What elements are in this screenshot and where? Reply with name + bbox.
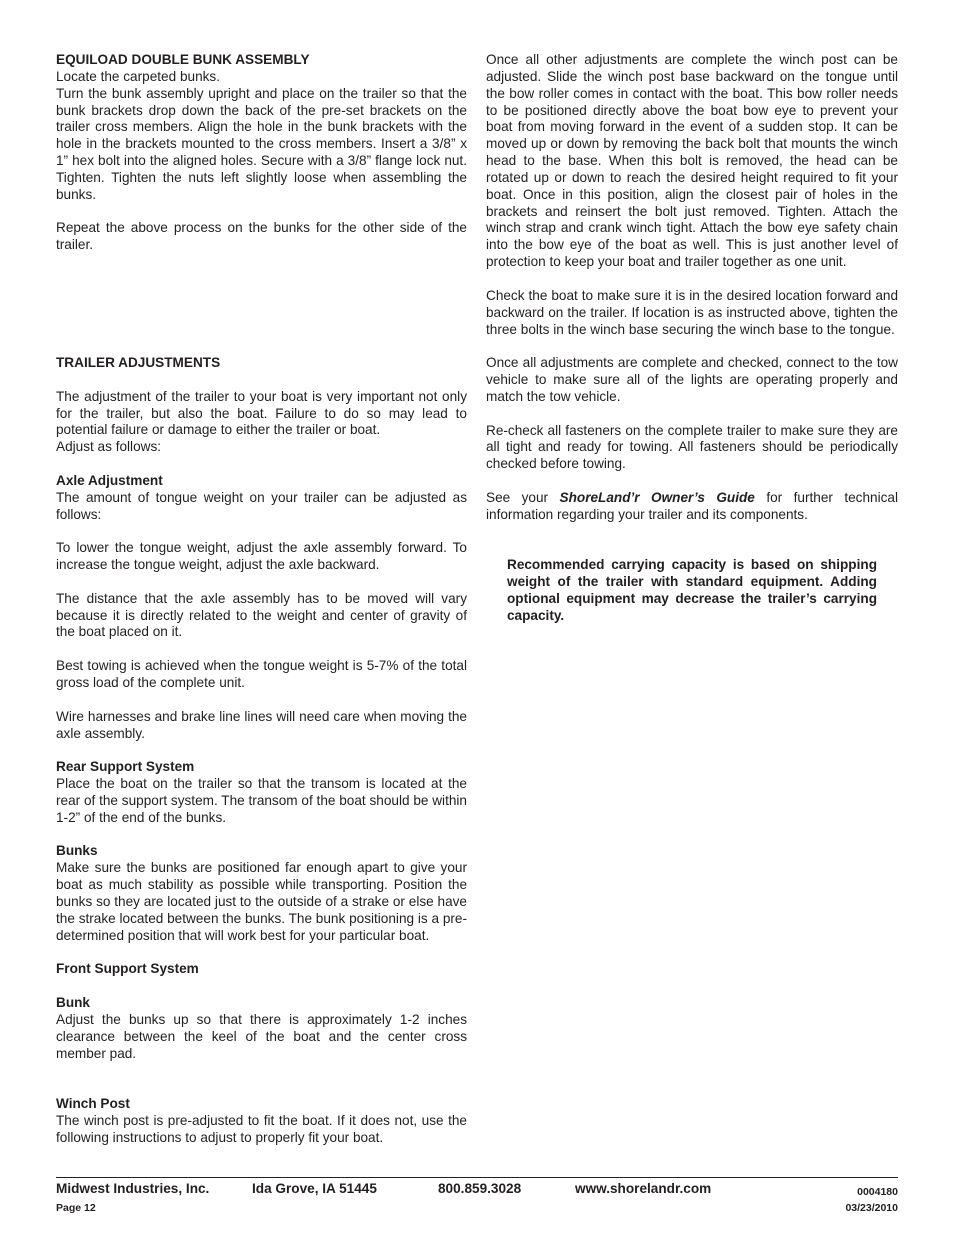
paragraph-text: See your bbox=[486, 489, 560, 505]
winch-post-heading: Winch Post bbox=[56, 1096, 130, 1112]
paragraph: Locate the carpeted bunks. bbox=[56, 68, 220, 84]
front-support-heading: Front Support System bbox=[56, 961, 199, 977]
paragraph: Wire harnesses and brake line lines will need care when moving the axle assembly. bbox=[56, 708, 467, 741]
right-column bbox=[486, 52, 898, 625]
axle-adjustment-heading: Axle Adjustment bbox=[56, 472, 163, 488]
paragraph: The distance that the axle assembly has to be moved will vary because it is directly related to the weight and center of gravity of the boat placed on it. bbox=[56, 590, 467, 640]
footer-company: Midwest Industries, Inc. bbox=[56, 1181, 210, 1196]
paragraph bbox=[486, 490, 898, 524]
left-column bbox=[56, 52, 467, 1147]
paragraph: Place the boat on the trailer so that the transom is located at the rear of the support system. The transom of the boat should be within 1-2” of the end of the bunks. bbox=[56, 776, 467, 825]
bunk-heading: Bunk bbox=[56, 995, 90, 1011]
paragraph: Once all adjustments are complete and checked, connect to the tow vehicle to make sure all of the lights are operating properly and match the tow vehicle. bbox=[486, 355, 898, 404]
footer-website: www.shorelandr.com bbox=[575, 1181, 712, 1196]
paragraph: Repeat the above process on the bunks for the other side of the trailer. bbox=[56, 220, 467, 253]
paragraph-text: for further technical information regarding your trailer and its components. bbox=[486, 489, 898, 522]
paragraph: Once all other adjustments are complete the winch post can be adjusted. Slide the winch post base backward on the tongue until the bow roller comes in contact with the boat. This bow roller needs to be positioned directly above the boat bow eye to prevent your boat from moving forward in the event of a sudden stop. It can be moved up or down by removing the back bolt that mounts the winch head to the base. When this bolt is removed, the head can be rotated up or down to reach the desired height required to fit your boat. Once in this position, align the closest pair of holes in the brackets and reinsert the bolt just removed. Tighten. Attach the winch strap and crank winch tight. Attach the bow eye safety chain into the bow eye of the boat as well. This is just another level of protection to keep your boat and trailer together as one unit. bbox=[486, 52, 898, 270]
footer-phone: 800.859.3028 bbox=[438, 1181, 522, 1196]
paragraph: Best towing is achieved when the tongue weight is 5-7% of the total gross load of the complete unit. bbox=[56, 658, 467, 690]
paragraph: Make sure the bunks are positioned far enough apart to give your boat as much stability as possible while transporting. Position the bunks so they are located just to the outside of a strake or else have the strake located between the bunks. The bunk positioning is a pre-determined position that will work best for your particular boat. bbox=[56, 860, 467, 943]
equiload-heading: EQUILOAD DOUBLE BUNK ASSEMBLY bbox=[56, 52, 310, 67]
paragraph: Check the boat to make sure it is in the desired location forward and backward on the trailer. If location is as instructed above, tighten the three bolts in the winch base securing the winch base to the tongue. bbox=[486, 287, 898, 337]
owners-guide-title: ShoreLand’r Owner’s Guide bbox=[559, 489, 755, 505]
trailer-adjustments-heading: TRAILER ADJUSTMENTS bbox=[56, 354, 221, 370]
paragraph: The adjustment of the trailer to your boat is very important not only for the trailer, but also the boat. Failure to do so may lead to potential failure or damage to either the trailer or boat. bbox=[56, 388, 467, 438]
paragraph: Adjust as follows: bbox=[56, 439, 162, 455]
paragraph: Turn the bunk assembly upright and place on the trailer so that the bunk brackets drop down the back of the pre-set brackets on the trailer cross members. Align the hole in the bunk brackets with the hole in the brackets mounted to the cross members. Insert a 3/8” x 1” hex bolt into the aligned holes. Secure with a 3/8” flange lock nut. Tighten. Tighten the nuts left slightly loose when assembling the bunks. bbox=[56, 85, 467, 202]
footer-divider bbox=[56, 1177, 898, 1178]
paragraph: Re-check all fasteners on the complete trailer to make sure they are all tight and ready for towing. All fasteners should be periodically checked before towing. bbox=[486, 422, 898, 472]
footer-city: Ida Grove, IA 51445 bbox=[252, 1181, 377, 1196]
footer-doc-number: 0004180 bbox=[857, 1186, 898, 1198]
footer-page-number: Page 12 bbox=[56, 1202, 96, 1214]
paragraph: Adjust the bunks up so that there is approximately 1-2 inches clearance between the keel of the boat and the center cross member pad. bbox=[56, 1011, 467, 1061]
paragraph: The amount of tongue weight on your trailer can be adjusted as follows: bbox=[56, 489, 467, 522]
paragraph: The winch post is pre-adjusted to fit the boat. If it does not, use the following instructions to adjust to properly fit your boat. bbox=[56, 1112, 467, 1145]
rear-support-heading: Rear Support System bbox=[56, 759, 195, 775]
capacity-note: Recommended carrying capacity is based on shipping weight of the trailer with standard equipment. Adding optional equipment may decrease the trailer’s carrying capacity. bbox=[507, 557, 877, 623]
bunks-heading: Bunks bbox=[56, 843, 98, 859]
paragraph: To lower the tongue weight, adjust the axle assembly forward. To increase the tongue weight, adjust the axle backward. bbox=[56, 540, 467, 573]
footer-date: 03/23/2010 bbox=[845, 1202, 898, 1214]
